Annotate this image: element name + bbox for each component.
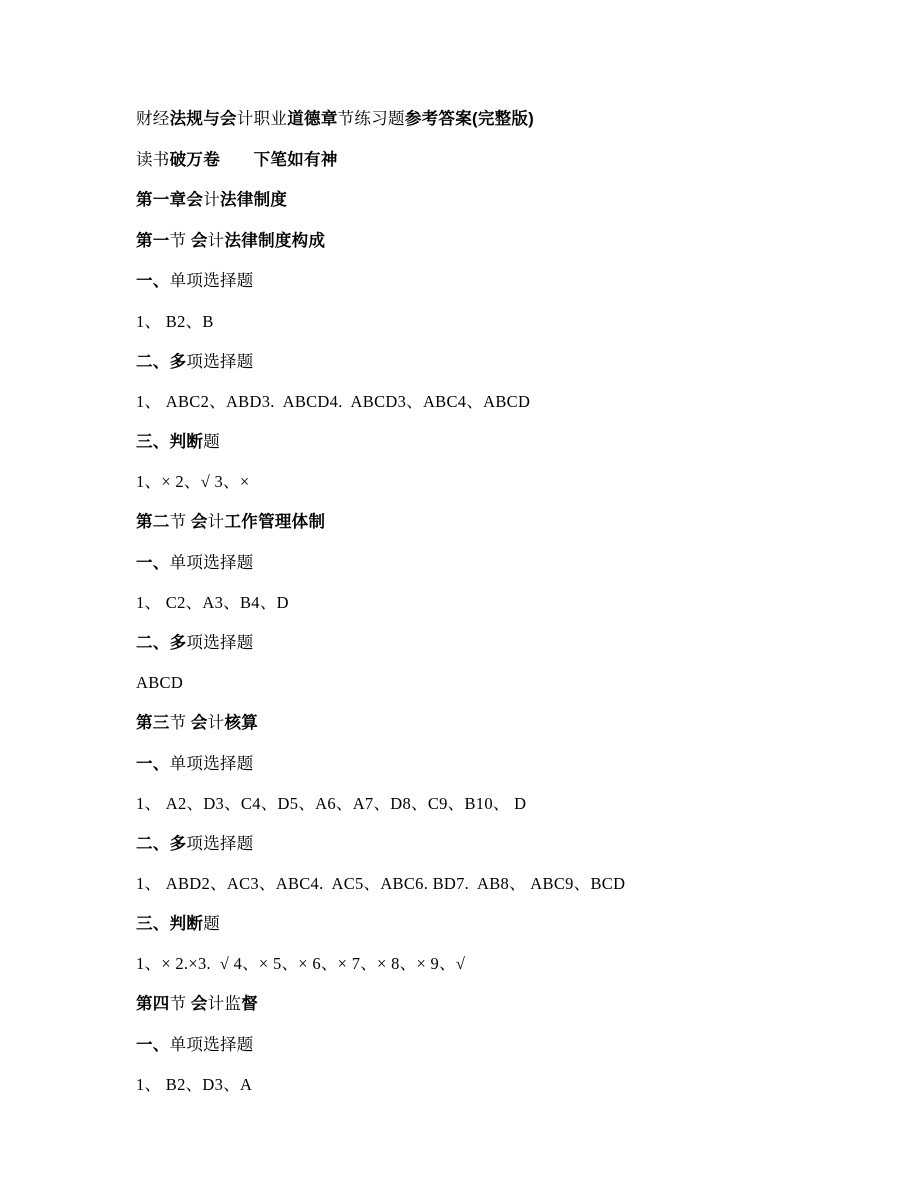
multi-choice-heading	[136, 623, 860, 664]
judgment-heading	[136, 904, 860, 945]
text-run: 法规与会	[169, 110, 237, 128]
text-run: 破万卷	[169, 150, 221, 169]
text-run: 会	[190, 995, 208, 1014]
text-run: 会	[190, 512, 208, 531]
text-run: 计	[207, 712, 225, 732]
text-run	[220, 150, 254, 169]
text-run: 三、判断	[136, 914, 204, 933]
text-run: 道德章	[287, 110, 338, 128]
text-run: 财经	[136, 109, 170, 128]
text-run: 工作管理体制	[224, 512, 326, 531]
text-run: 1、 A2、D3、C4、D5、A6、A7、D8、C9、B10、 D	[136, 794, 527, 814]
text-run: 1、 ABD2、AC3、ABC4. AC5、ABC6. BD7. AB8、 ABC9、BCD	[136, 874, 626, 894]
text-run: 下笔如有神	[253, 150, 338, 169]
multi-choice-heading	[136, 342, 860, 383]
text-run: 一、	[136, 754, 170, 773]
answers-line	[136, 784, 860, 824]
judgment-heading	[136, 422, 860, 463]
section-4-heading	[136, 984, 860, 1025]
text-run: 项选择题	[186, 632, 254, 652]
answers-line	[136, 663, 860, 703]
text-run: 1、× 2.×3. √ 4、× 5、× 6、× 7、× 8、× 9、√	[136, 954, 466, 974]
text-run: 第二	[136, 512, 170, 531]
text-run: 节	[169, 511, 191, 531]
motto-line	[136, 140, 860, 181]
text-run: 第三	[136, 713, 170, 732]
answers-line	[136, 302, 860, 342]
text-run: 第一	[136, 231, 170, 250]
text-run: 节	[169, 994, 191, 1014]
text-run: 计职业	[236, 109, 288, 128]
text-run: 1、 ABC2、ABD3. ABCD4. ABCD3、ABC4、ABCD	[136, 392, 531, 412]
answers-line	[136, 944, 860, 984]
chapter-1-heading	[136, 180, 860, 221]
text-run: 三、判断	[136, 432, 204, 451]
text-run: 第四	[136, 995, 170, 1014]
text-run: 一、	[136, 553, 170, 572]
text-run: 一、	[136, 272, 170, 291]
single-choice-heading	[136, 744, 860, 785]
text-run: 节	[169, 230, 191, 250]
text-run: 单项选择题	[169, 753, 254, 773]
text-run: 法律制度构成	[224, 231, 326, 250]
text-run: 会	[190, 231, 208, 250]
text-run: 一、	[136, 1035, 170, 1054]
text-run: 法律制度	[220, 191, 288, 210]
text-run: 1、 C2、A3、B4、D	[136, 593, 289, 613]
single-choice-heading	[136, 261, 860, 302]
text-run: 核算	[224, 713, 259, 732]
text-run: 第一章会	[136, 191, 204, 210]
text-run: 单项选择题	[169, 1034, 254, 1054]
text-run: 1、 B2、B	[136, 311, 214, 331]
answers-line	[136, 462, 860, 502]
text-run: 单项选择题	[169, 552, 254, 572]
text-run: 二、多	[136, 633, 187, 652]
text-run: 会	[190, 713, 208, 732]
text-run: 督	[241, 995, 259, 1014]
text-run: 单项选择题	[169, 271, 254, 291]
text-run: 计	[207, 230, 225, 250]
answers-line	[136, 864, 860, 904]
answers-line	[136, 1065, 860, 1105]
text-run: 节练习题	[337, 109, 405, 128]
single-choice-heading	[136, 1025, 860, 1066]
single-choice-heading	[136, 543, 860, 584]
text-run: 二、多	[136, 834, 187, 853]
text-run: 节	[169, 712, 191, 732]
text-run: 读书	[136, 149, 170, 169]
answers-line	[136, 583, 860, 623]
text-run: 二、多	[136, 352, 187, 371]
text-run: 计	[207, 511, 225, 531]
text-run: 题	[203, 913, 221, 933]
answers-line	[136, 382, 860, 422]
text-run: 1、 B2、D3、A	[136, 1075, 253, 1095]
text-run: 项选择题	[186, 833, 254, 853]
text-run: 题	[203, 431, 221, 451]
text-run: 1、× 2、√ 3、×	[136, 472, 250, 492]
text-run: 参考答案(完整版)	[404, 110, 535, 128]
text-run: 项选择题	[186, 351, 254, 371]
section-3-heading	[136, 703, 860, 744]
text-run: 计监	[207, 994, 242, 1014]
multi-choice-heading	[136, 824, 860, 865]
section-1-heading	[136, 221, 860, 262]
doc-title	[136, 99, 860, 140]
text-run: 计	[203, 190, 221, 210]
text-run: ABCD	[136, 673, 184, 693]
section-2-heading	[136, 502, 860, 543]
